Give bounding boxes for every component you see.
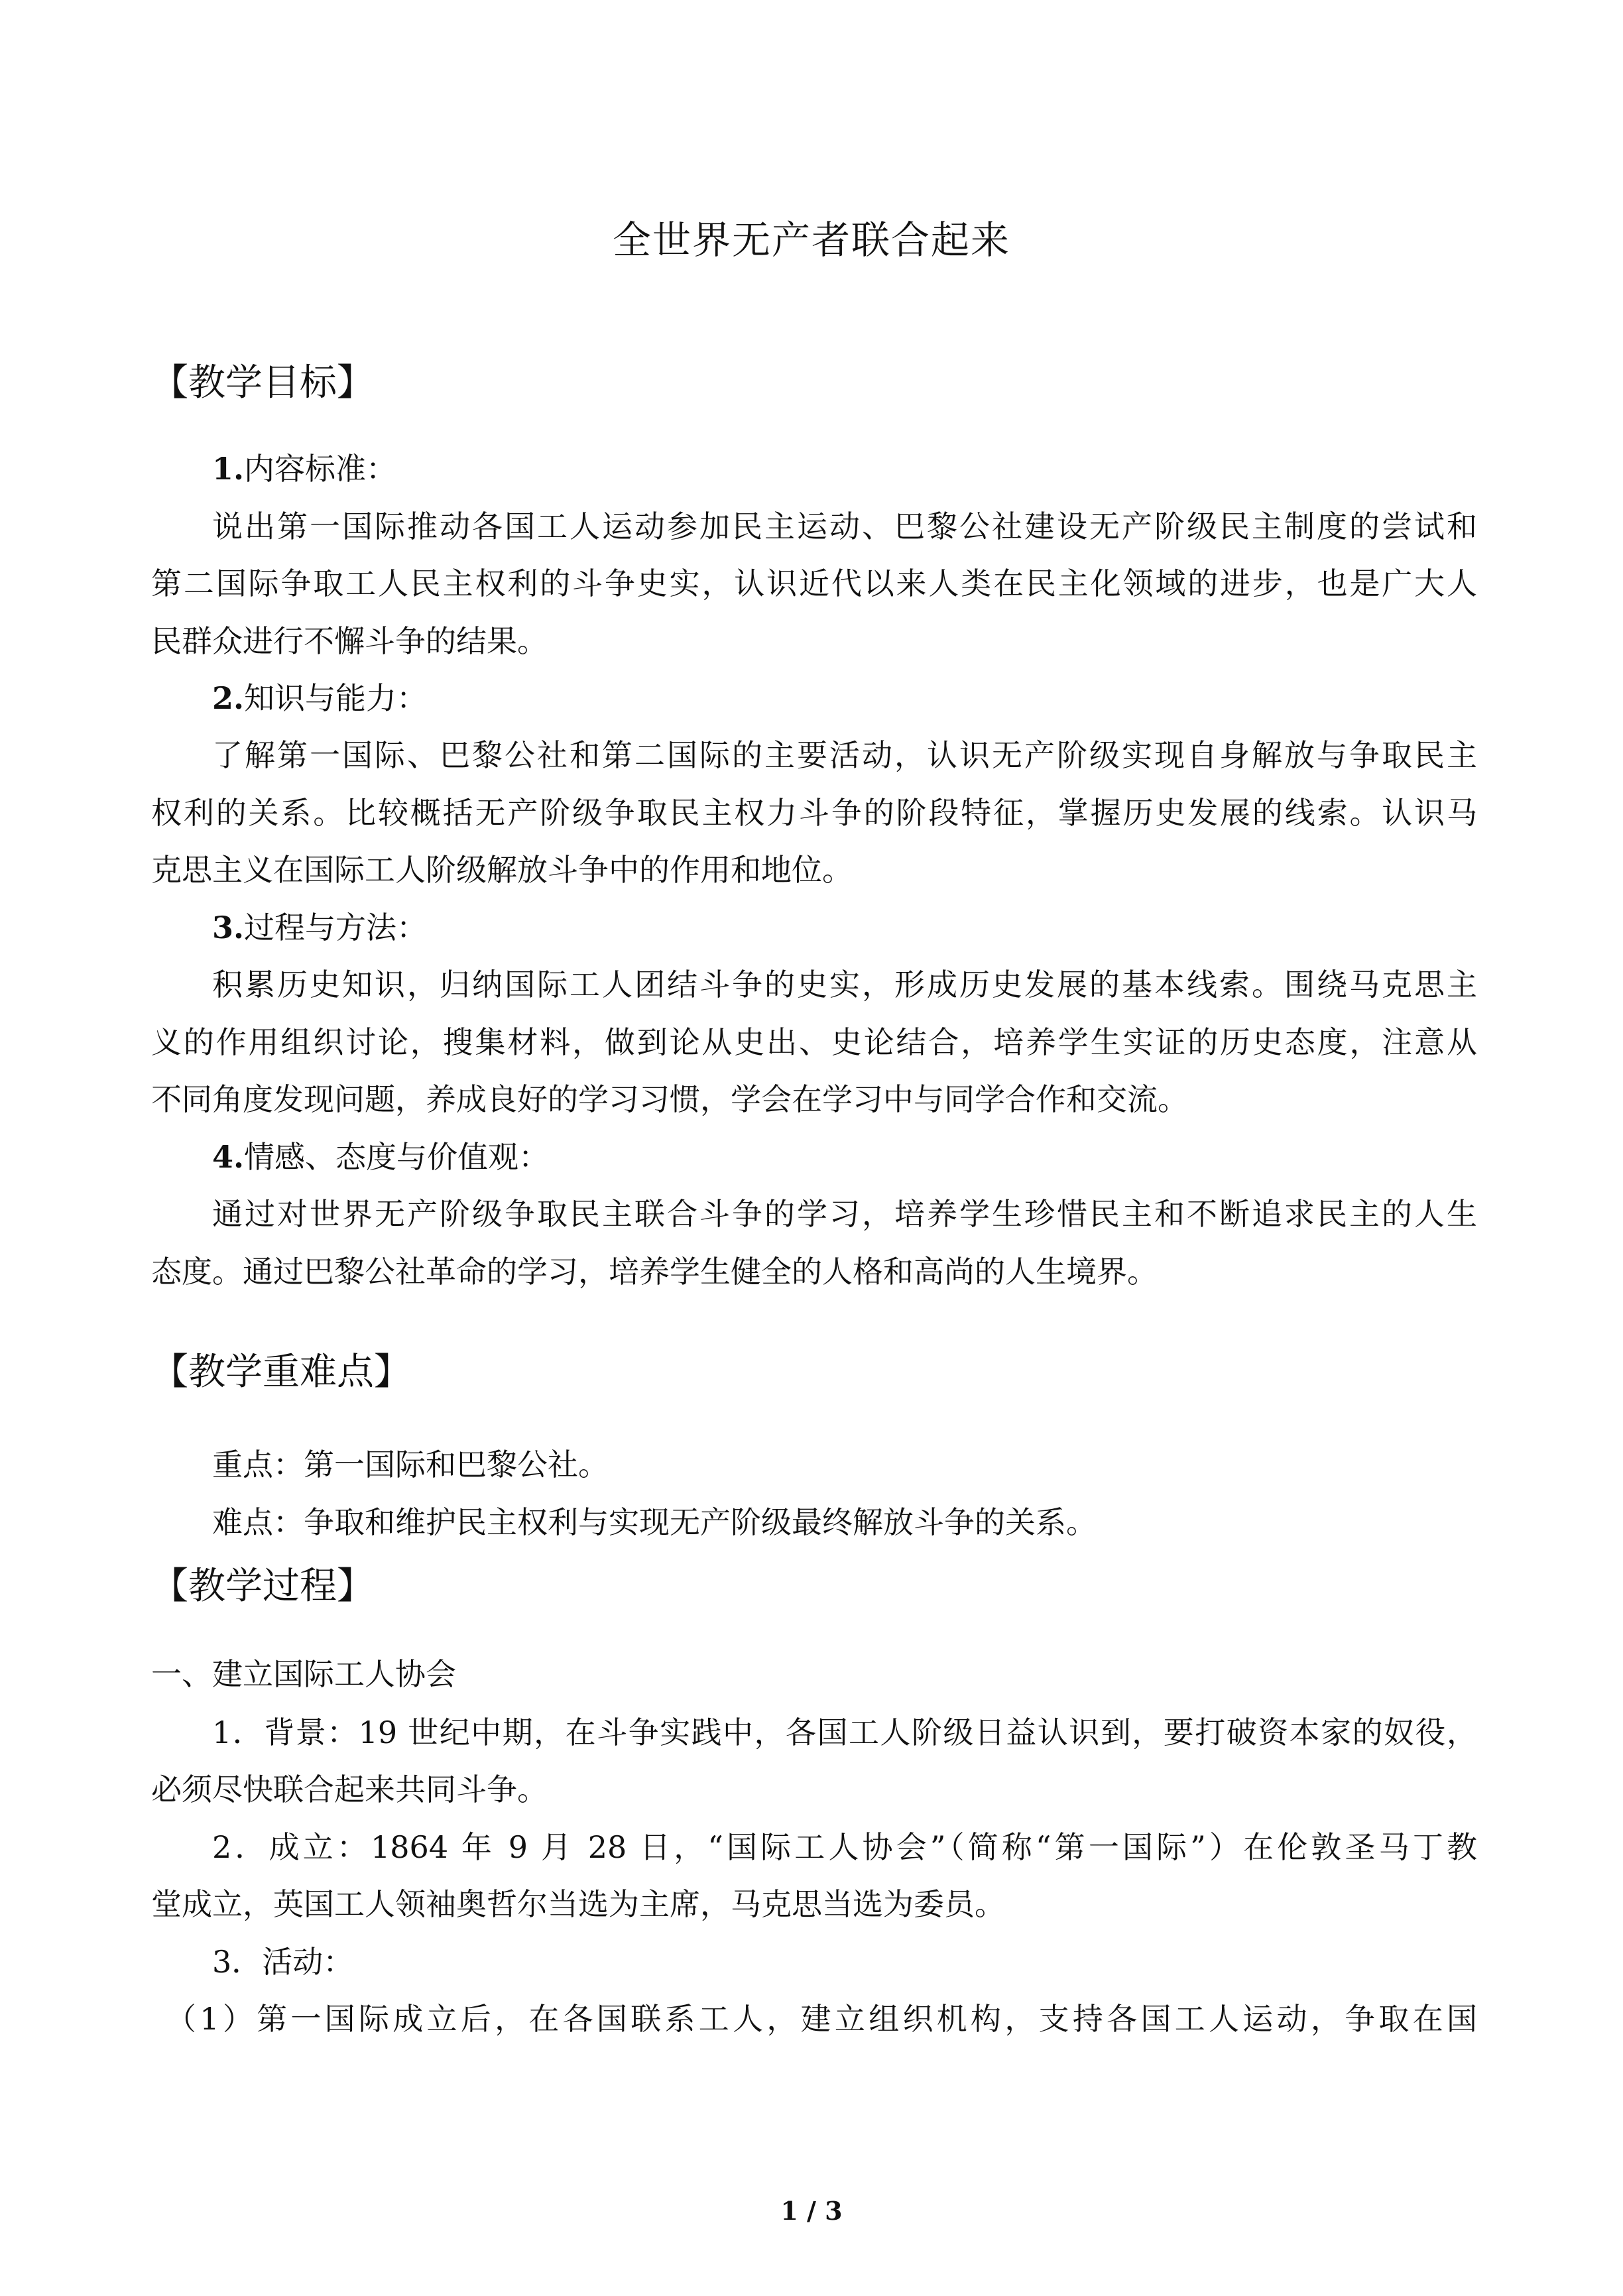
document-title: 全世界无产者联合起来 <box>612 217 1010 263</box>
section-heading-key-points: 【教学重难点】 <box>151 1351 411 1394</box>
objective-3-number: 3. <box>212 910 245 945</box>
paragraph-line: 民群众进行不懈斗争的结果。 <box>151 623 548 659</box>
objective-3-label: 过程与方法： <box>244 910 428 945</box>
paragraph-line: 第二国际争取工人民主权利的斗争史实，认识近代以来人类在民主化领域的进步，也是广大人 <box>151 566 1477 601</box>
paragraph-line: 了解第一国际、巴黎公社和第二国际的主要活动，认识无产阶级实现自身解放与争取民主 <box>212 737 1477 773</box>
objective-4-heading <box>212 1136 549 1178</box>
paragraph-line: 1．背景：19 世纪中期，在斗争实践中，各国工人阶级日益认识到，要打破资本家的奴役， <box>212 1715 1477 1750</box>
paragraph-line: 权利的关系。比较概括无产阶级争取民主权力斗争的阶段特征，掌握历史发展的线索。认识马 <box>151 795 1477 831</box>
process-part-1-title: 一、建立国际工人协会 <box>151 1656 456 1692</box>
paragraph-line: 义的作用组织讨论，搜集材料，做到论从史出、史论结合，培养学生实证的历史态度，注意从 <box>151 1024 1477 1060</box>
objective-4-label: 情感、态度与价值观： <box>244 1139 550 1175</box>
objective-1-label: 内容标准： <box>244 451 397 487</box>
key-point-difficulty: 难点：争取和维护民主权利与实现无产阶级最终解放斗争的关系。 <box>212 1504 1097 1540</box>
objective-2-heading <box>212 677 427 719</box>
objective-3-heading <box>212 906 427 949</box>
section-heading-objectives: 【教学目标】 <box>151 361 374 404</box>
activities-label: 3．活动： <box>212 1944 354 1980</box>
key-point-focus: 重点：第一国际和巴黎公社。 <box>212 1447 609 1482</box>
section-heading-process: 【教学过程】 <box>151 1565 374 1608</box>
paragraph-line: 堂成立，英国工人领袖奥哲尔当选为主席，马克思当选为委员。 <box>151 1886 1005 1922</box>
page-number: 1 / 3 <box>780 2196 843 2226</box>
objective-1-number: 1. <box>212 451 245 487</box>
paragraph-line: 2．成立：1864 年 9 月 28 日，“国际工人协会”（简称“第一国际”）在伦敦圣马丁教 <box>212 1829 1477 1865</box>
objective-2-number: 2. <box>212 680 245 716</box>
paragraph-line: 克思主义在国际工人阶级解放斗争中的作用和地位。 <box>151 852 853 888</box>
paragraph-line: 说出第一国际推动各国工人运动参加民主运动、巴黎公社建设无产阶级民主制度的尝试和 <box>212 509 1477 544</box>
paragraph-line: 必须尽快联合起来共同斗争。 <box>151 1772 548 1807</box>
paragraph-line: 积累历史知识，归纳国际工人团结斗争的史实，形成历史发展的基本线索。围绕马克思主 <box>212 967 1477 1002</box>
paragraph-line: （1）第一国际成立后，在各国联系工人，建立组织机构，支持各国工人运动，争取在国 <box>166 2001 1477 2037</box>
objective-1-heading <box>212 448 396 490</box>
paragraph-line: 不同角度发现问题，养成良好的学习习惯，学会在学习中与同学合作和交流。 <box>151 1081 1188 1117</box>
objective-4-number: 4. <box>212 1139 245 1175</box>
objective-2-label: 知识与能力： <box>244 680 428 716</box>
paragraph-line: 通过对世界无产阶级争取民主联合斗争的学习，培养学生珍惜民主和不断追求民主的人生 <box>212 1196 1477 1232</box>
paragraph-line: 态度。通过巴黎公社革命的学习，培养学生健全的人格和高尚的人生境界。 <box>151 1254 1158 1290</box>
